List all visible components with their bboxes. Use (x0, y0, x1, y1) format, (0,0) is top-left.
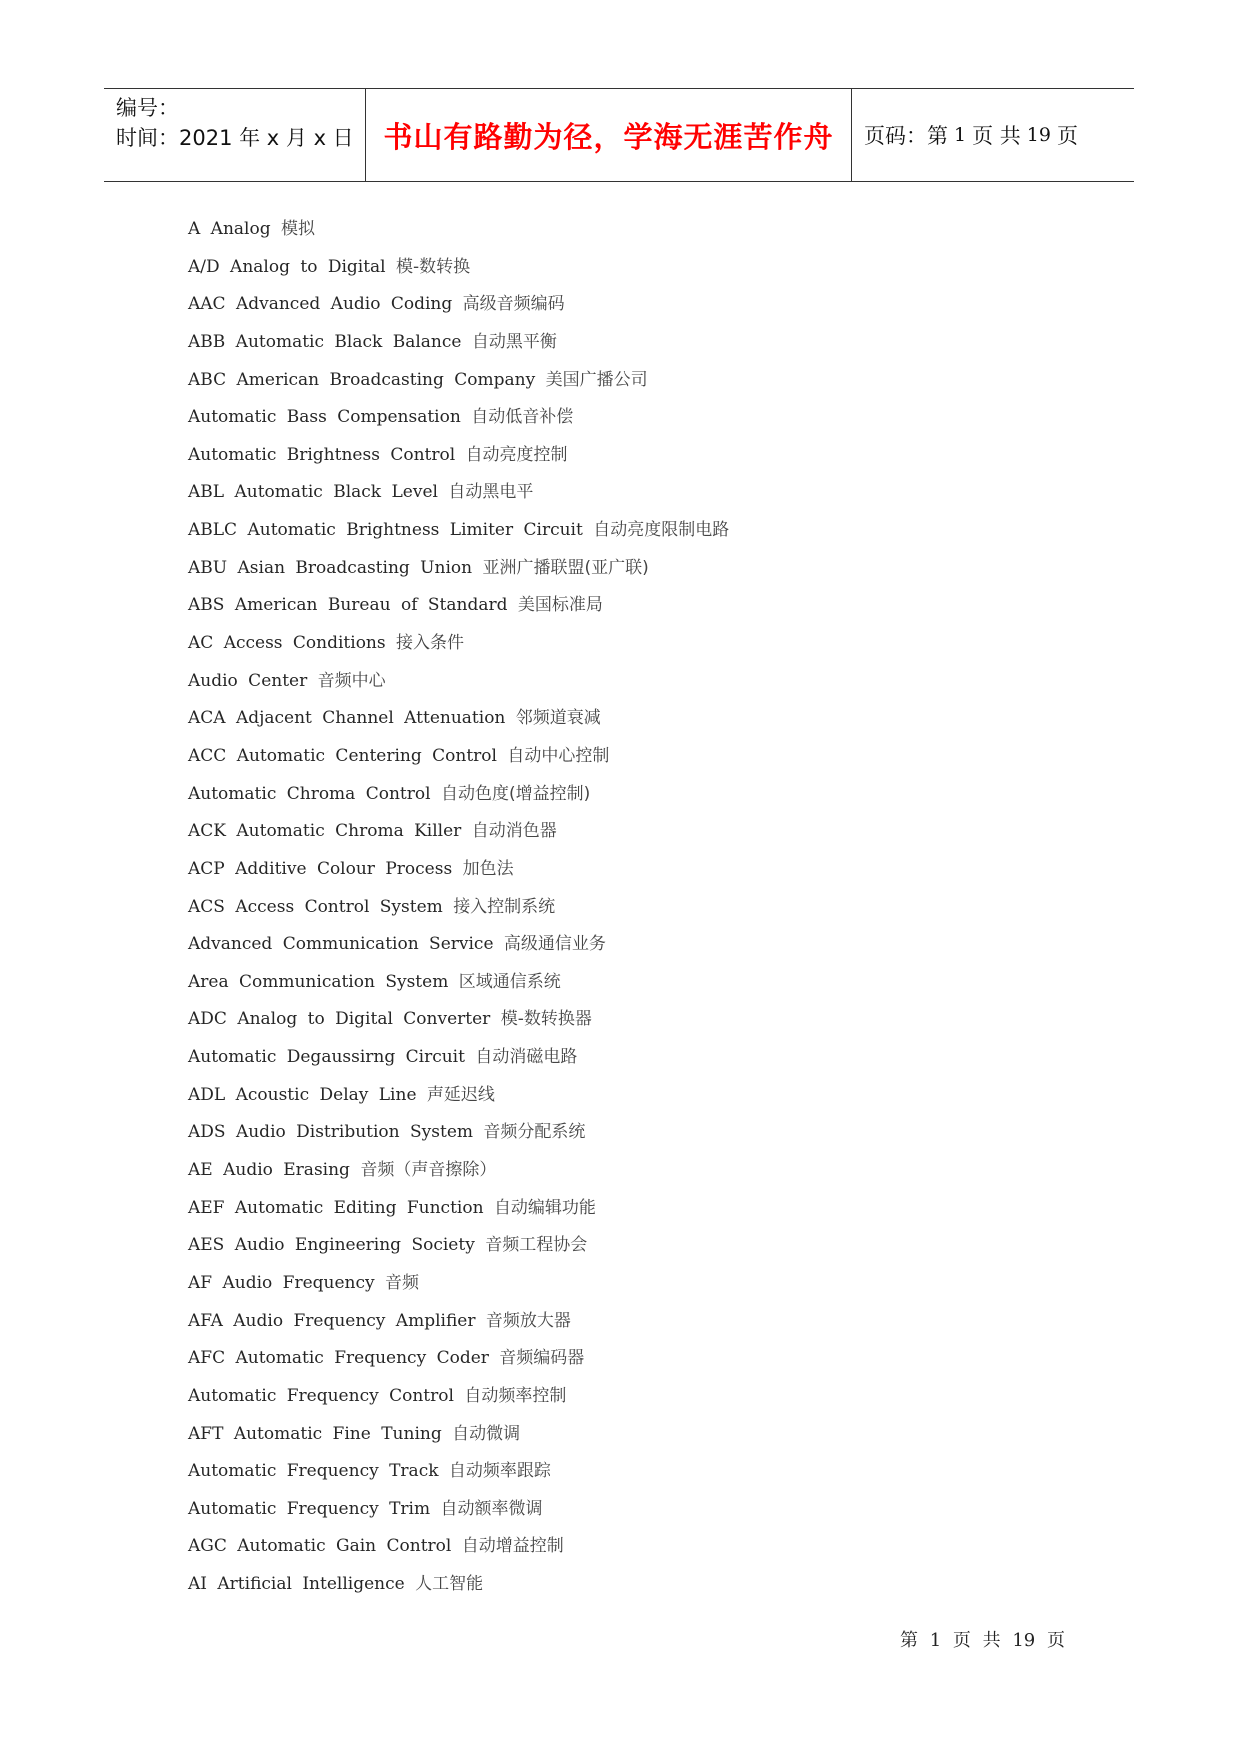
glossary-translation: 音频中心 (317, 670, 386, 691)
glossary-term: A/D Analog to Digital (188, 256, 386, 277)
glossary-translation: 自动增益控制 (461, 1536, 564, 1557)
glossary-term: ABU Asian Broadcasting Union (188, 557, 473, 578)
glossary-term: ACA Adjacent Channel Attenuation (188, 708, 506, 729)
glossary-term: Automatic Degaussirng Circuit (188, 1047, 465, 1068)
glossary-translation: 自动中心控制 (507, 745, 610, 766)
glossary-translation: 接入控制系统 (453, 896, 556, 917)
glossary-entry (188, 286, 1068, 324)
glossary-translation: 模拟 (281, 219, 316, 239)
glossary-translation: 美国广播公司 (545, 369, 648, 390)
glossary-entry (188, 776, 1068, 814)
glossary-translation: 自动亮度限制电路 (593, 520, 730, 541)
glossary-term: AFC Automatic Frequency Coder (188, 1348, 489, 1369)
glossary-entry (188, 1340, 1068, 1378)
document-number-label: 编号： (116, 96, 179, 120)
glossary-translation: 音频放大器 (485, 1310, 571, 1331)
glossary-entry (188, 851, 1068, 889)
glossary-translation: 自动编辑功能 (493, 1197, 596, 1218)
glossary-term: Automatic Brightness Control (188, 444, 456, 465)
glossary-term: AFA Audio Frequency Amplifier (188, 1310, 476, 1331)
glossary-translation: 自动黑平衡 (471, 331, 557, 352)
glossary-term: AF Audio Frequency (188, 1272, 375, 1293)
glossary-translation: 自动低音补偿 (471, 407, 574, 428)
glossary-entry (188, 399, 1068, 437)
glossary-translation: 高级音频编码 (462, 294, 565, 315)
glossary-entry (188, 964, 1068, 1002)
glossary-entry (188, 324, 1068, 362)
glossary-term: AE Audio Erasing (188, 1160, 350, 1181)
glossary-entry (188, 1491, 1068, 1529)
glossary-translation: 高级通信业务 (503, 934, 606, 955)
glossary-entry (188, 1378, 1068, 1416)
glossary-translation: 邻频道衰减 (515, 708, 601, 729)
header-page-code-cell (852, 89, 1134, 181)
glossary-entry (188, 926, 1068, 964)
glossary-entry (188, 362, 1068, 400)
glossary-entry (188, 1039, 1068, 1077)
glossary-entry (188, 1001, 1068, 1039)
glossary-entry (188, 1303, 1068, 1341)
page-footer: 第 1 页 共 19 页 (900, 1630, 1065, 1651)
glossary-translation: 自动频率控制 (464, 1385, 567, 1406)
glossary-entry (188, 738, 1068, 776)
page-code-prefix: 页码：第 (864, 124, 948, 148)
glossary-translation: 加色法 (462, 858, 514, 879)
glossary-translation: 声延迟线 (426, 1084, 495, 1105)
header-motto-cell (366, 89, 852, 181)
glossary-entry (188, 813, 1068, 851)
glossary-entry (188, 625, 1068, 663)
glossary-translation: 自动亮度控制 (465, 444, 568, 465)
glossary-translation: 音频编码器 (499, 1348, 585, 1369)
glossary-entry (188, 249, 1068, 287)
glossary-term: Audio Center (188, 670, 308, 691)
glossary-term: ABLC Automatic Brightness Limiter Circuit (188, 520, 583, 541)
glossary-translation: 亚洲广播联盟(亚广联) (482, 557, 649, 578)
glossary-term: Automatic Frequency Track (188, 1461, 439, 1482)
glossary-term: AAC Advanced Audio Coding (188, 294, 453, 315)
glossary-translation: 自动频率跟踪 (448, 1461, 551, 1482)
glossary-entry (188, 700, 1068, 738)
glossary-translation: 自动额率微调 (440, 1498, 543, 1519)
glossary-translation: 接入条件 (396, 633, 465, 654)
glossary-term: Area Communication System (188, 971, 449, 992)
glossary-term: A Analog (188, 219, 271, 239)
glossary-entry (188, 1077, 1068, 1115)
glossary-term: ADL Acoustic Delay Line (188, 1084, 417, 1105)
glossary-translation: 区域通信系统 (458, 971, 561, 992)
glossary-term: AEF Automatic Editing Function (188, 1197, 484, 1218)
glossary-entry (188, 512, 1068, 550)
page-code-mid: 页 共 (972, 124, 1021, 148)
glossary-term: ACP Additive Colour Process (188, 858, 453, 879)
glossary-term: AC Access Conditions (188, 633, 386, 654)
glossary-term: Automatic Frequency Trim (188, 1498, 431, 1519)
glossary-translation: 自动消磁电路 (475, 1047, 578, 1068)
glossary-term: Advanced Communication Service (188, 934, 494, 955)
glossary-entry (188, 1152, 1068, 1190)
glossary-translation: 音频（声音擦除） (360, 1160, 497, 1181)
glossary-entry (188, 1114, 1068, 1152)
page-code-current: 1 (954, 124, 967, 146)
header-motto: 书山有路勤为径，学海无涯苦作舟 (383, 119, 834, 154)
glossary-entry (188, 211, 1068, 249)
glossary-entry (188, 437, 1068, 475)
glossary-entry (188, 474, 1068, 512)
glossary-entry (188, 889, 1068, 927)
glossary-translation: 人工智能 (415, 1574, 484, 1595)
glossary-translation: 音频分配系统 (483, 1122, 586, 1143)
page-code-total: 19 (1026, 124, 1051, 146)
glossary-entry (188, 1227, 1068, 1265)
glossary-term: AI Artificial Intelligence (188, 1574, 405, 1595)
glossary-term: AFT Automatic Fine Tuning (188, 1423, 442, 1444)
glossary-translation: 音频 (385, 1272, 420, 1293)
glossary-translation: 美国标准局 (517, 595, 603, 616)
glossary-term: Automatic Bass Compensation (188, 407, 461, 428)
glossary-entry (188, 1566, 1068, 1604)
glossary-entry (188, 1453, 1068, 1491)
glossary-term: ABB Automatic Black Balance (188, 331, 462, 352)
glossary-translation: 自动消色器 (471, 821, 557, 842)
glossary-term: ABL Automatic Black Level (188, 482, 438, 503)
glossary-translation: 自动色度(增益控制) (440, 783, 591, 804)
glossary-translation: 自动黑电平 (448, 482, 534, 503)
glossary-term: ACS Access Control System (188, 896, 443, 917)
document-time-label: 时间：2021 年 x 月 x 日 (116, 126, 354, 150)
glossary-entry (188, 1528, 1068, 1566)
page-code-suffix: 页 (1056, 124, 1078, 148)
glossary-entry (188, 1190, 1068, 1228)
glossary-term: ACK Automatic Chroma Killer (188, 821, 462, 842)
glossary-translation: 模-数转换 (396, 256, 471, 277)
glossary-translation: 音频工程协会 (485, 1235, 588, 1256)
glossary-entry (188, 587, 1068, 625)
glossary-term: ABC American Broadcasting Company (188, 369, 536, 390)
glossary-entry (188, 1416, 1068, 1454)
page-header (104, 88, 1134, 182)
glossary-term: ADS Audio Distribution System (188, 1122, 473, 1143)
glossary-translation: 模-数转换器 (500, 1009, 592, 1030)
glossary-term: Automatic Frequency Control (188, 1385, 454, 1406)
glossary-entry (188, 663, 1068, 701)
glossary-entry (188, 1265, 1068, 1303)
glossary-term: AGC Automatic Gain Control (188, 1536, 452, 1557)
glossary-translation: 自动微调 (452, 1423, 521, 1444)
glossary-term: AES Audio Engineering Society (188, 1235, 475, 1256)
glossary-term: ACC Automatic Centering Control (188, 745, 497, 766)
glossary-term: ABS American Bureau of Standard (188, 595, 508, 616)
glossary-term: ADC Analog to Digital Converter (188, 1009, 491, 1030)
glossary-term: Automatic Chroma Control (188, 783, 431, 804)
glossary-entry (188, 550, 1068, 588)
glossary-list (188, 211, 1068, 1604)
header-info-cell (104, 89, 366, 181)
